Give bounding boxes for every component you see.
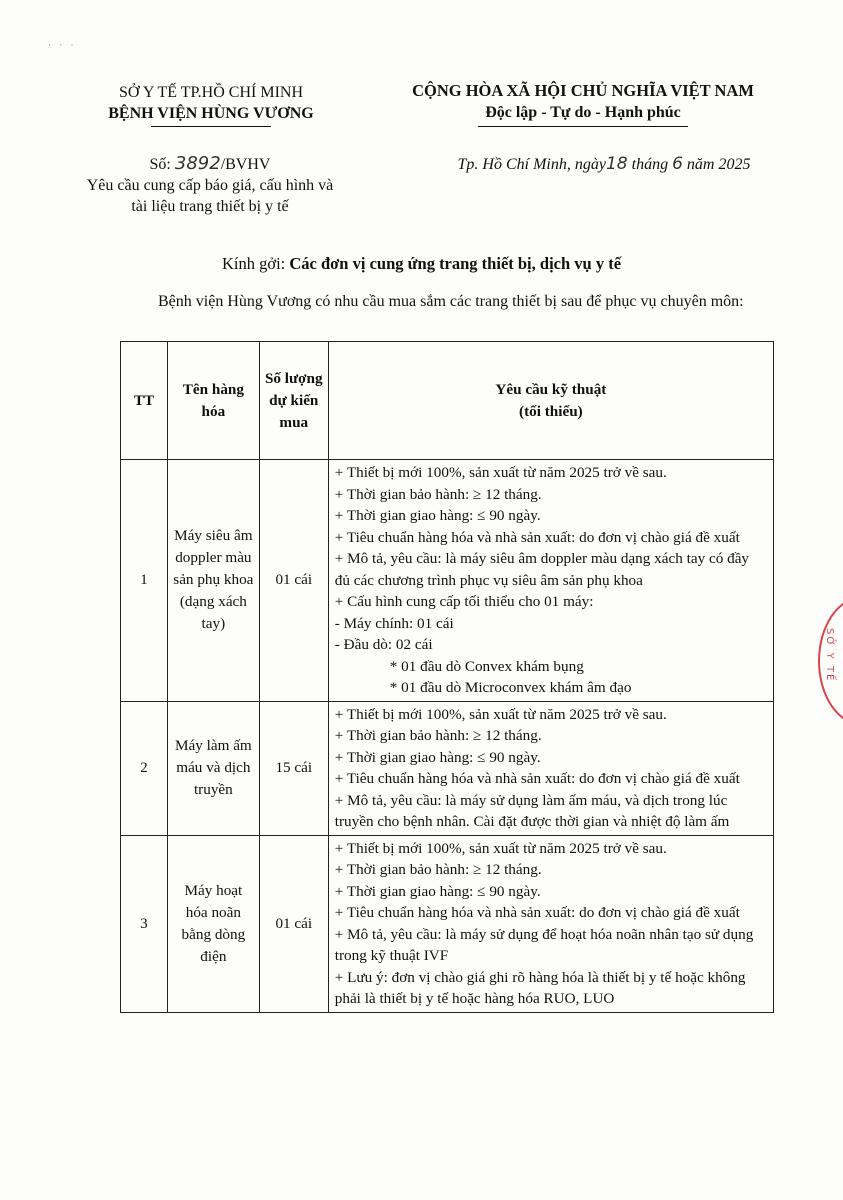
number-suffix: /BVHV <box>220 156 271 173</box>
requirement-line: + Lưu ý: đơn vị chào giá ghi rõ hàng hóa là thiết bị y tế hoặc không phải là thiết bị y tế hoặc hàng hóa RUO, LUO <box>334 968 746 1007</box>
header-requirements <box>328 342 773 460</box>
requirement-line: + Tiêu chuẩn hàng hóa và nhà sản xuất: do đơn vị chào giá đề xuất <box>334 528 740 546</box>
greeting-label: Kính gởi: <box>221 254 286 273</box>
requirement-line: + Thời gian bảo hành: ≥ 12 tháng. <box>334 485 542 503</box>
month-label: tháng <box>631 156 669 173</box>
department-name: SỞ Y TẾ TP.HỒ CHÍ MINH <box>118 84 303 101</box>
header-req-subtitle: (tối thiểu) <box>519 402 583 420</box>
item-quantity: 01 cái <box>259 835 328 1012</box>
header-tt: TT <box>121 342 168 460</box>
item-requirements <box>328 701 773 835</box>
motto-underline <box>478 126 688 127</box>
header-qty: Số lượng dự kiến mua <box>259 342 328 460</box>
row-number: 1 <box>121 460 168 702</box>
header-req-title: Yêu cầu kỹ thuật <box>495 381 607 398</box>
document-reference <box>80 153 340 217</box>
hospital-underline <box>151 126 271 127</box>
requirement-line: - Đầu dò: 02 cái <box>334 636 433 653</box>
hospital-name: BỆNH VIỆN HÙNG VƯƠNG <box>108 105 314 122</box>
greeting <box>0 254 843 274</box>
issuing-organization <box>86 82 336 127</box>
date-prefix: Tp. Hồ Chí Minh, ngày <box>457 156 606 173</box>
number-label: Số: <box>149 156 171 173</box>
table-row <box>121 835 774 1012</box>
handwritten-month: 6 <box>672 154 683 174</box>
handwritten-day: 18 <box>605 154 628 174</box>
requirement-line: + Thiết bị mới 100%, sản xuất từ năm 2025 trở về sau. <box>334 705 667 723</box>
equipment-table <box>120 341 774 1013</box>
item-name: Máy siêu âm doppler màu sản phụ khoa (dạng xách tay) <box>167 460 259 702</box>
requirement-line: + Thời gian giao hàng: ≤ 90 ngày. <box>334 882 541 900</box>
requirement-line: + Tiêu chuẩn hàng hóa và nhà sản xuất: do đơn vị chào giá đề xuất <box>334 904 740 921</box>
item-quantity: 01 cái <box>259 460 328 702</box>
subject-line-1: Yêu cầu cung cấp báo giá, cấu hình và <box>86 177 334 194</box>
requirement-subline: * 01 đầu dò Microconvex khám âm đạo <box>389 679 632 696</box>
requirement-line: + Thiết bị mới 100%, sản xuất từ năm 2025 trở về sau. <box>334 839 667 857</box>
handwritten-number: 3892 <box>174 153 221 174</box>
stamp-text: SỞ Y TẾ <box>824 628 835 683</box>
red-stamp <box>818 596 843 726</box>
intro-paragraph: Bệnh viện Hùng Vương có nhu cầu mua sắm các trang thiết bị sau để phục vụ chuyên môn: <box>158 293 744 310</box>
item-quantity: 15 cái <box>259 701 328 835</box>
country-name: CỘNG HÒA XÃ HỘI CHỦ NGHĨA VIỆT NAM <box>412 81 754 100</box>
requirement-line: + Mô tả, yêu cầu: là máy siêu âm doppler màu dạng xách tay có đầy đủ các chương trình phục vụ siêu âm sản phụ khoa <box>334 550 750 589</box>
table-header-row <box>121 342 774 460</box>
greeting-recipients: Các đơn vị cung ứng trang thiết bị, dịch vụ y tế <box>289 254 622 273</box>
requirement-line: + Thời gian giao hàng: ≤ 90 ngày. <box>334 748 541 766</box>
table-row <box>121 460 774 702</box>
table-row <box>121 701 774 835</box>
row-number: 3 <box>121 835 168 1012</box>
year-label: năm 2025 <box>686 156 751 173</box>
header-name: Tên hàng hóa <box>167 342 259 460</box>
row-number: 2 <box>121 701 168 835</box>
requirement-line: - Máy chính: 01 cái <box>334 614 454 632</box>
document-date <box>404 154 804 174</box>
requirement-line: + Thời gian giao hàng: ≤ 90 ngày. <box>334 507 541 524</box>
item-name: Máy hoạt hóa noãn bằng dòng điện <box>167 835 259 1012</box>
national-motto: Độc lập - Tự do - Hạnh phúc <box>485 104 681 121</box>
requirement-line: + Tiêu chuẩn hàng hóa và nhà sản xuất: do đơn vị chào giá đề xuất <box>334 770 740 787</box>
item-requirements <box>328 460 773 702</box>
subject-line-2: tài liệu trang thiết bị y tế <box>131 198 289 215</box>
national-title <box>378 80 788 127</box>
requirement-line: + Mô tả, yêu cầu: là máy sử dụng để hoạt hóa noãn nhân tạo sử dụng trong kỹ thuật IVF <box>334 925 754 964</box>
requirement-line: + Thời gian bảo hành: ≥ 12 tháng. <box>334 861 542 878</box>
requirement-line: + Cấu hình cung cấp tối thiểu cho 01 máy: <box>334 593 594 610</box>
requirement-line: + Thiết bị mới 100%, sản xuất từ năm 2025 trở về sau. <box>334 464 667 481</box>
requirement-subline: * 01 đầu dò Convex khám bụng <box>389 657 584 675</box>
scan-specks: · · · <box>48 40 77 50</box>
requirement-line: + Mô tả, yêu cầu: là máy sử dụng làm ấm máu, và dịch trong lúc truyền cho bệnh nhân. Cài đặt được thời gian và nhiệt độ làm ấm <box>334 791 730 830</box>
requirement-line: + Thời gian bảo hành: ≥ 12 tháng. <box>334 727 542 744</box>
item-requirements <box>328 835 773 1012</box>
item-name: Máy làm ấm máu và dịch truyền <box>167 701 259 835</box>
